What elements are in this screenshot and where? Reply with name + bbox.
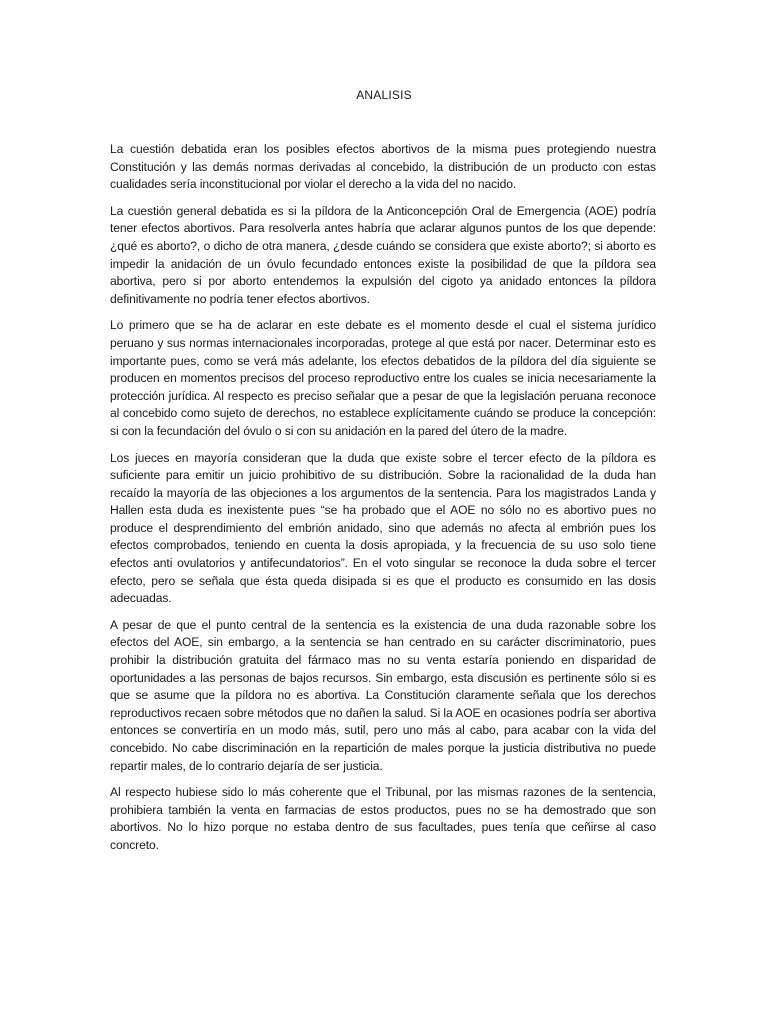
document-title: ANALISIS	[356, 88, 412, 102]
paragraph-5: A pesar de que el punto central de la sentencia es la existencia de una duda razonable sobre los efectos del AOE, sin embargo, a la sentencia se han centrado en su carácter discriminatorio, pues prohibir la distribución gratuita del fármaco mas no su venta estaría poniendo en disparidad de oportunidades a las personas de bajos recursos. Sin embargo, esta discusión es pertinente sólo si es que se asume que la píldora no es abortiva. La Constitución claramente señala que los derechos reproductivos recaen sobre métodos que no dañen la salud. Si la AOE en ocasiones podría ser abortiva entonces se convertiría en un modo más, sutil, pero uno más al cabo, para acabar con la vida del concebido. No cabe discriminación en la repartición de males porque la justicia distributiva no puede repartir males, de lo contrario dejaría de ser justicia.	[110, 617, 656, 773]
paragraph-3: Lo primero que se ha de aclarar en este debate es el momento desde el cual el sistema jurídico peruano y sus normas internacionales incorporadas, protege al que está por nacer. Determinar esto es importante pues, como se verá más adelante, los efectos debatidos de la píldora del día siguiente se producen en momentos precisos del proceso reproductivo entre los cuales se inicia necesariamente la protección jurídica. Al respecto es preciso señalar que a pesar de que la legislación peruana reconoce al concebido como sujeto de derechos, no establece explícitamente cuándo se produce la concepción: si con la fecundación del óvulo o si con su anidación en la pared del útero de la madre.	[110, 318, 656, 438]
document-body	[110, 141, 656, 864]
paragraph-6: Al respecto hubiese sido lo más coherente que el Tribunal, por las mismas razones de la sentencia, prohibiera también la venta en farmacias de estos productos, pues no se ha demostrado que son abortivos. No lo hizo porque no estaba dentro de sus facultades, pues tenía que ceñirse al caso concreto.	[110, 785, 656, 852]
paragraph-4: Los jueces en mayoría consideran que la duda que existe sobre el tercer efecto de la píldora es suficiente para emitir un juicio prohibitivo de su distribución. Sobre la racionalidad de la duda han recaído la mayoría de las objeciones a los argumentos de la sentencia. Para los magistrados Landa y Hallen esta duda es inexistente pues “se ha probado que el AOE no sólo no es abortivo pues no produce el desprendimiento del embrión anidado, sino que además no afecta al embrión pues los efectos comprobados, teniendo en cuenta la dosis apropiada, y la frecuencia de su uso solo tiene efectos anti ovulatorios y antifecundatorios”. En el voto singular se reconoce la duda sobre el tercer efecto, pero se señala que ésta queda disipada si es que el producto es consumido en las dosis adecuadas.	[110, 450, 656, 606]
paragraph-2: La cuestión general debatida es si la píldora de la Anticoncepción Oral de Emergencia (AOE) podría tener efectos abortivos. Para resolverla antes habría que aclarar algunos puntos de los que depende: ¿qué es aborto?, o dicho de otra manera, ¿desde cuándo se considera que existe aborto?; si aborto es impedir la anidación de un óvulo fecundado entonces existe la posibilidad de que la píldora sea abortiva, pero si por aborto entendemos la expulsión del cigoto ya anidado entonces la píldora definitivamente no podría tener efectos abortivos.	[110, 203, 656, 306]
paragraph-1: La cuestión debatida eran los posibles efectos abortivos de la misma pues protegiendo nuestra Constitución y las demás normas derivadas al concebido, la distribución de un producto con estas cualidades sería inconstitucional por violar el derecho a la vida del no nacido.	[110, 142, 656, 192]
